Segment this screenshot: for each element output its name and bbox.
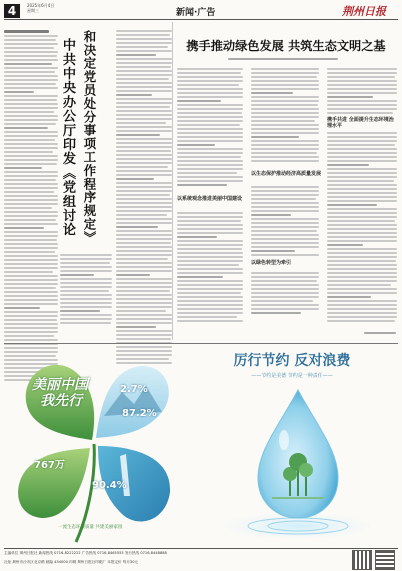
ad-subtitle: ——节约是美德 节约是一种责任—— — [251, 373, 333, 379]
ad-slogan-line2: 我先行 — [40, 393, 82, 409]
qr-code-icon-2 — [375, 550, 395, 570]
left-headline-line-b: 和决定党员处分事项工作程序规定》 — [82, 30, 97, 245]
left-article-body-col2 — [60, 254, 112, 326]
weekday: 星期三 — [27, 8, 39, 13]
ad-section-rule — [4, 343, 398, 344]
qr-code-icon — [352, 550, 372, 570]
right-headline: 携手推动绿色发展 共筑生态文明之基 — [186, 39, 386, 53]
section-title: 新闻·广告 — [176, 8, 216, 18]
stat-d: 90.4% — [92, 480, 127, 491]
right-article-body-col3 — [327, 68, 397, 116]
masthead-logo: 荆州日报 — [342, 5, 386, 18]
right-article-body-col2 — [251, 68, 319, 164]
page-number-badge — [4, 4, 20, 18]
column-divider — [172, 22, 173, 340]
left-article-body-col3 — [116, 30, 172, 366]
left-headline-line-a: 中共中央办公厅印发《党组讨论 — [60, 38, 75, 237]
right-article-body-col2b — [251, 186, 319, 258]
ad-save-resources — [186, 346, 398, 546]
ad-note: 一流生态环境质量 共建美丽家园 — [58, 525, 123, 530]
ad-title: 厉行节约 反对浪费 — [233, 353, 351, 369]
right-article-body-col1 — [177, 68, 243, 188]
editor-credit — [364, 332, 396, 336]
stat-a: 2.7% — [120, 384, 148, 395]
date-line: 2025年6月4日 — [27, 3, 55, 8]
footer-line1: 主编单位 荆州日报社 新闻热线 0716-8222222 广告热线 0716-8465555 发行热线 0716-8448888 — [4, 551, 167, 555]
stat-c: 767万 — [34, 460, 65, 471]
footer-rule — [4, 548, 398, 549]
subhead-3: 以绿色转型为牵引 — [251, 260, 292, 266]
byline — [228, 58, 338, 62]
ad-slogan-line1: 美丽中国 — [32, 377, 88, 393]
header-date — [27, 3, 54, 13]
clover-leaf-graphic — [4, 346, 184, 546]
right-article-body-col3b — [327, 132, 397, 324]
header-rule — [4, 19, 398, 20]
right-article-body-col2c — [251, 272, 319, 316]
subhead-1: 以系统观念推进美丽中国建设 — [177, 196, 243, 202]
stat-b: 87.2% — [122, 408, 157, 419]
subhead-2: 以生态保护推动经济高质量发展 — [251, 171, 322, 177]
footer-line2: 社址 荆州市沙市区北京路 邮编 434000 印刷 荆州日报社印刷厂 本报定价 每月30元 — [4, 560, 139, 564]
right-article-body-col1b — [177, 212, 243, 324]
ad-beautiful-china — [4, 346, 184, 546]
page-number: 4 — [7, 4, 17, 18]
left-article-body-col1 — [4, 30, 58, 383]
water-drop-graphic — [186, 346, 398, 546]
subhead-4: 携手共进 全面提升生态环境治理水平 — [327, 117, 394, 129]
leaf-top-right — [96, 366, 169, 438]
